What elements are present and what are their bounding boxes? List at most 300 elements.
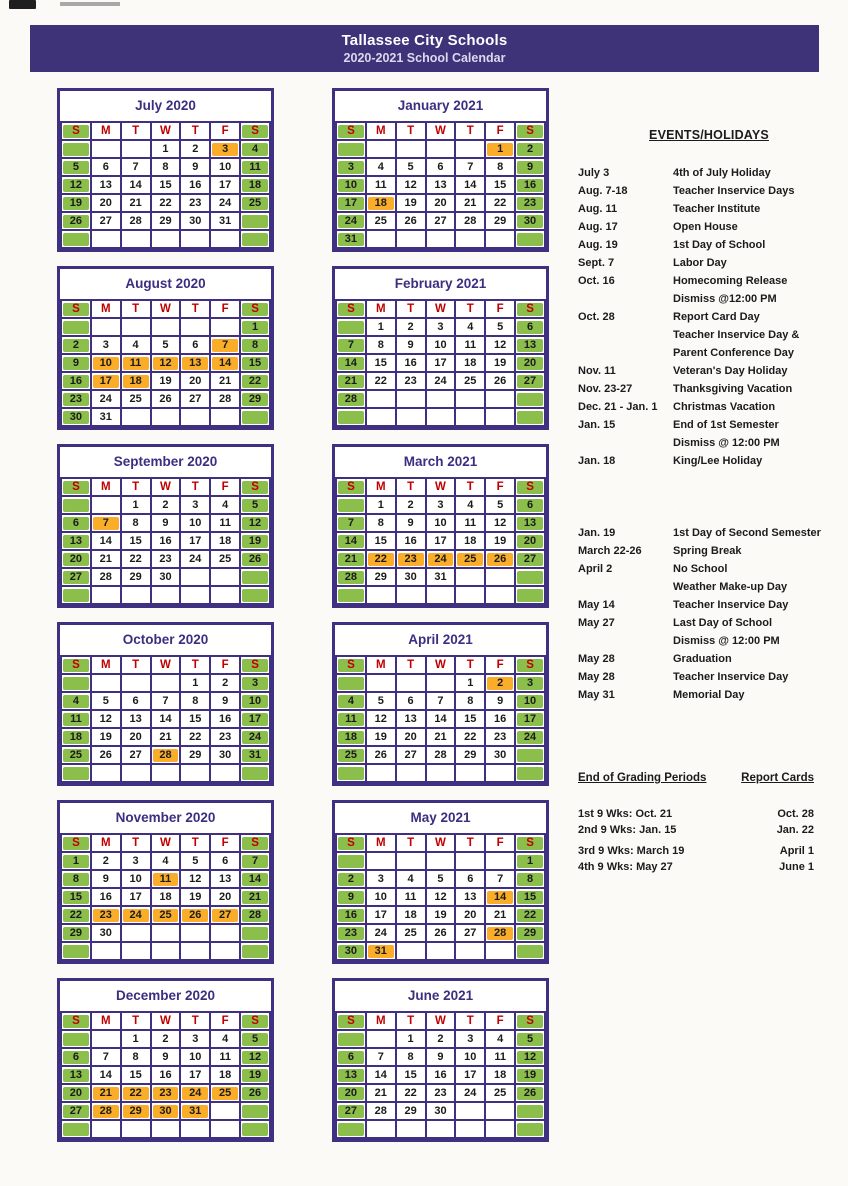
event-description <box>673 182 840 200</box>
day-number: 20 <box>517 535 543 548</box>
empty-fill <box>457 143 483 156</box>
day-number: 21 <box>494 909 507 921</box>
week-row <box>61 408 270 426</box>
event-description <box>673 272 840 308</box>
day-header-label: M <box>100 837 111 849</box>
month-grid <box>335 1011 546 1139</box>
day-cell <box>366 942 396 960</box>
day-number: 25 <box>338 749 364 762</box>
day-cell <box>426 212 456 230</box>
week-row <box>336 176 545 194</box>
day-cell <box>91 870 121 888</box>
day-number: 7 <box>338 517 364 530</box>
week-row <box>336 888 545 906</box>
day-cell <box>151 1048 181 1066</box>
empty-day-cell <box>366 1120 396 1138</box>
day-cell <box>91 354 121 372</box>
day-number: 14 <box>374 1069 387 1081</box>
empty-fill <box>63 767 89 780</box>
day-cell <box>61 906 91 924</box>
grading-row <box>578 859 814 875</box>
event-description <box>673 218 840 236</box>
day-cell <box>151 692 181 710</box>
report-card-date: April 1 <box>779 845 814 857</box>
week-row <box>336 1084 545 1102</box>
day-number: 30 <box>153 1105 179 1118</box>
empty-fill <box>517 749 543 762</box>
empty-fill <box>153 321 179 334</box>
day-number: 8 <box>467 695 474 707</box>
day-number: 3 <box>132 855 139 867</box>
day-cell <box>455 336 485 354</box>
day-number: 12 <box>189 873 202 885</box>
day-number: 6 <box>63 1051 89 1064</box>
day-header-cell <box>210 656 240 674</box>
day-header-label: T <box>466 837 474 849</box>
day-cell <box>151 158 181 176</box>
day-number: 23 <box>153 1087 179 1100</box>
day-cell <box>396 710 426 728</box>
day-cell <box>336 906 366 924</box>
day-cell <box>240 194 270 212</box>
day-number: 26 <box>494 375 507 387</box>
day-number: 13 <box>99 179 112 191</box>
day-header-label: F <box>496 659 504 671</box>
empty-day-cell <box>151 764 181 782</box>
day-cell <box>121 514 151 532</box>
empty-fill <box>368 677 394 690</box>
day-header-cell <box>366 834 396 852</box>
day-number: 9 <box>497 695 504 707</box>
empty-day-cell <box>180 230 210 248</box>
empty-day-cell <box>485 586 515 604</box>
day-cell <box>485 888 515 906</box>
month-title: August 2020 <box>125 276 206 291</box>
day-cell <box>455 870 485 888</box>
empty-fill <box>212 321 238 334</box>
day-cell <box>61 408 91 426</box>
event-description-line: 1st Day of Second Semester <box>673 527 821 539</box>
day-cell <box>180 158 210 176</box>
day-header-label: M <box>100 1015 111 1027</box>
empty-day-cell <box>515 390 545 408</box>
event-description <box>673 596 840 614</box>
day-header-cell <box>366 478 396 496</box>
empty-day-cell <box>426 1120 456 1138</box>
empty-fill <box>368 1033 394 1046</box>
day-number: 24 <box>242 731 268 744</box>
day-number: 30 <box>99 927 112 939</box>
empty-fill <box>487 855 513 868</box>
empty-fill <box>517 571 543 584</box>
empty-day-cell <box>426 764 456 782</box>
day-header-label: S <box>242 1015 268 1028</box>
day-number: 6 <box>338 1051 364 1064</box>
day-cell <box>366 870 396 888</box>
empty-day-cell <box>180 1120 210 1138</box>
day-number: 31 <box>219 215 232 227</box>
empty-fill <box>368 1123 394 1136</box>
day-number: 14 <box>338 535 364 548</box>
day-number: 5 <box>437 873 444 885</box>
day-number: 26 <box>182 909 208 922</box>
event-description-line: Graduation <box>673 653 732 665</box>
day-cell <box>240 532 270 550</box>
day-number: 5 <box>192 855 199 867</box>
empty-fill <box>487 767 513 780</box>
empty-fill <box>428 411 454 424</box>
event-date: Jan. 15 <box>578 419 616 431</box>
day-cell <box>336 888 366 906</box>
day-cell <box>515 692 545 710</box>
day-cell <box>151 194 181 212</box>
empty-day-cell <box>485 390 515 408</box>
day-header-label: S <box>242 481 268 494</box>
day-cell <box>485 194 515 212</box>
day-number: 22 <box>464 731 477 743</box>
empty-fill <box>368 393 394 406</box>
day-cell <box>366 746 396 764</box>
empty-day-cell <box>210 1120 240 1138</box>
day-number: 18 <box>368 197 394 210</box>
day-number: 28 <box>242 909 268 922</box>
week-row <box>61 230 270 248</box>
day-cell <box>396 212 426 230</box>
empty-day-cell <box>515 1102 545 1120</box>
day-number: 8 <box>407 1051 414 1063</box>
day-number: 19 <box>517 1069 543 1082</box>
month-grid <box>335 833 546 961</box>
day-number: 31 <box>338 233 364 246</box>
day-header-cell <box>455 478 485 496</box>
day-cell <box>121 870 151 888</box>
day-header-row <box>61 1012 270 1030</box>
day-header-cell <box>396 122 426 140</box>
empty-fill <box>398 393 424 406</box>
day-cell <box>396 194 426 212</box>
day-number: 2 <box>338 873 364 886</box>
day-number: 23 <box>434 1087 447 1099</box>
empty-fill <box>398 677 424 690</box>
day-cell <box>455 514 485 532</box>
day-cell <box>455 1066 485 1084</box>
day-number: 5 <box>102 695 109 707</box>
day-number: 31 <box>434 571 447 583</box>
empty-fill <box>517 1123 543 1136</box>
empty-day-cell <box>91 942 121 960</box>
event-description <box>673 560 840 596</box>
event-description <box>673 542 840 560</box>
empty-fill <box>368 855 394 868</box>
day-cell <box>240 674 270 692</box>
empty-fill <box>63 321 89 334</box>
day-number: 2 <box>487 677 513 690</box>
day-cell <box>485 514 515 532</box>
events-group-1 <box>578 164 840 470</box>
day-number: 24 <box>374 927 387 939</box>
empty-fill <box>63 1033 89 1046</box>
empty-fill <box>182 1123 208 1136</box>
event-row <box>578 524 840 542</box>
empty-day-cell <box>455 408 485 426</box>
day-number: 23 <box>219 731 232 743</box>
day-cell <box>240 158 270 176</box>
day-number: 6 <box>407 695 414 707</box>
day-cell <box>180 140 210 158</box>
day-header-label: T <box>407 481 415 493</box>
day-header-cell <box>91 834 121 852</box>
day-cell <box>336 532 366 550</box>
day-cell <box>151 870 181 888</box>
day-cell <box>455 888 485 906</box>
day-number: 11 <box>219 1051 231 1063</box>
empty-day-cell <box>180 568 210 586</box>
day-header-label: W <box>160 125 171 137</box>
day-cell <box>455 1084 485 1102</box>
day-number: 3 <box>192 1033 199 1045</box>
event-row <box>578 254 840 272</box>
day-cell <box>366 550 396 568</box>
empty-day-cell <box>121 140 151 158</box>
day-header-label: S <box>338 1015 364 1028</box>
day-header-label: M <box>375 125 386 137</box>
week-row <box>336 586 545 604</box>
day-number: 7 <box>377 1051 384 1063</box>
event-description-line: Veteran's Day Holiday <box>673 365 788 377</box>
day-number: 20 <box>129 731 142 743</box>
day-header-cell <box>91 478 121 496</box>
day-cell <box>240 728 270 746</box>
empty-fill <box>63 677 89 690</box>
day-header-label: M <box>375 659 386 671</box>
day-cell <box>515 1048 545 1066</box>
day-header-cell <box>121 1012 151 1030</box>
day-header-cell <box>455 122 485 140</box>
event-description-line: Teacher Inservice Day & <box>673 329 800 341</box>
day-cell <box>151 1084 181 1102</box>
day-cell <box>485 176 515 194</box>
day-cell <box>91 336 121 354</box>
day-number: 27 <box>63 571 89 584</box>
empty-fill <box>487 411 513 424</box>
empty-fill <box>487 233 513 246</box>
day-cell <box>121 550 151 568</box>
day-cell <box>426 1048 456 1066</box>
day-number: 12 <box>434 891 447 903</box>
event-description <box>673 254 840 272</box>
day-header-label: T <box>132 1015 140 1027</box>
day-cell <box>121 1066 151 1084</box>
day-cell <box>455 354 485 372</box>
day-cell <box>240 514 270 532</box>
day-header-label: S <box>517 837 543 850</box>
day-cell <box>240 354 270 372</box>
day-cell <box>180 336 210 354</box>
day-cell <box>91 532 121 550</box>
day-cell <box>455 1030 485 1048</box>
empty-day-cell <box>426 140 456 158</box>
day-number: 12 <box>494 339 507 351</box>
event-row <box>578 218 840 236</box>
day-number: 1 <box>407 1033 414 1045</box>
empty-fill <box>93 499 119 512</box>
day-cell <box>180 514 210 532</box>
day-cell <box>151 354 181 372</box>
week-row <box>336 942 545 960</box>
event-row <box>578 236 840 254</box>
day-cell <box>455 532 485 550</box>
day-number: 15 <box>374 535 387 547</box>
month-title: September 2020 <box>113 454 218 469</box>
day-cell <box>485 158 515 176</box>
day-number: 2 <box>407 499 414 511</box>
week-row <box>61 1066 270 1084</box>
day-cell <box>180 532 210 550</box>
day-cell <box>396 728 426 746</box>
event-date: Nov. 11 <box>578 365 616 377</box>
event-row <box>578 686 840 704</box>
empty-fill <box>242 927 268 940</box>
event-description-line: 1st Day of School <box>673 239 766 251</box>
day-number: 10 <box>242 695 268 708</box>
week-row <box>336 318 545 336</box>
day-header-label: T <box>466 659 474 671</box>
day-cell <box>91 372 121 390</box>
day-cell <box>485 372 515 390</box>
week-row <box>61 1048 270 1066</box>
day-header-cell <box>240 834 270 852</box>
calendar-march-2021 <box>332 444 549 608</box>
week-row <box>61 1030 270 1048</box>
day-number: 19 <box>404 197 417 209</box>
day-header-label: W <box>160 659 171 671</box>
empty-fill <box>212 927 238 940</box>
day-number: 9 <box>63 357 89 370</box>
day-number: 22 <box>242 375 268 388</box>
day-number: 22 <box>494 197 507 209</box>
day-header-cell <box>336 834 366 852</box>
day-number: 24 <box>517 731 543 744</box>
day-cell <box>121 176 151 194</box>
empty-day-cell <box>240 1102 270 1120</box>
empty-day-cell <box>240 942 270 960</box>
day-number: 15 <box>374 357 387 369</box>
day-cell <box>515 1030 545 1048</box>
day-cell <box>151 746 181 764</box>
day-cell <box>240 1030 270 1048</box>
empty-day-cell <box>426 852 456 870</box>
day-number: 12 <box>63 179 89 192</box>
day-cell <box>396 318 426 336</box>
day-cell <box>515 372 545 390</box>
report-card-date: June 1 <box>779 861 814 873</box>
day-cell <box>121 158 151 176</box>
empty-day-cell <box>336 1120 366 1138</box>
day-cell <box>455 710 485 728</box>
day-cell <box>210 532 240 550</box>
day-header-cell <box>151 656 181 674</box>
empty-day-cell <box>151 674 181 692</box>
empty-day-cell <box>515 408 545 426</box>
day-header-row <box>336 122 545 140</box>
day-number: 1 <box>132 1033 139 1045</box>
empty-fill <box>242 571 268 584</box>
day-number: 4 <box>162 855 169 867</box>
day-header-cell <box>210 1012 240 1030</box>
day-number: 4 <box>467 321 474 333</box>
day-cell <box>240 710 270 728</box>
calendar-april-2021 <box>332 622 549 786</box>
month-title: June 2021 <box>407 988 474 1003</box>
day-header-label: T <box>132 659 140 671</box>
empty-fill <box>242 1123 268 1136</box>
week-row <box>61 568 270 586</box>
day-number: 13 <box>517 339 543 352</box>
day-cell <box>396 906 426 924</box>
empty-day-cell <box>210 408 240 426</box>
empty-day-cell <box>455 390 485 408</box>
empty-fill <box>428 677 454 690</box>
day-number: 5 <box>242 499 268 512</box>
day-header-cell <box>121 834 151 852</box>
day-header-label: T <box>191 837 199 849</box>
day-number: 9 <box>162 517 169 529</box>
empty-fill <box>398 233 424 246</box>
day-cell <box>180 746 210 764</box>
empty-fill <box>457 571 483 584</box>
day-cell <box>336 710 366 728</box>
event-row <box>578 668 840 686</box>
day-cell <box>426 158 456 176</box>
event-date: April 2 <box>578 563 613 575</box>
day-cell <box>61 692 91 710</box>
empty-fill <box>338 1033 364 1046</box>
empty-day-cell <box>426 408 456 426</box>
day-cell <box>240 372 270 390</box>
day-number: 3 <box>338 161 364 174</box>
day-header-cell <box>61 1012 91 1030</box>
day-cell <box>210 496 240 514</box>
day-cell <box>91 906 121 924</box>
day-header-cell <box>366 300 396 318</box>
day-header-cell <box>91 122 121 140</box>
day-number: 9 <box>102 873 109 885</box>
empty-day-cell <box>121 318 151 336</box>
empty-fill <box>63 143 89 156</box>
day-header-cell <box>336 478 366 496</box>
day-cell <box>336 158 366 176</box>
day-header-cell <box>180 1012 210 1030</box>
day-number: 12 <box>99 713 112 725</box>
week-row <box>61 532 270 550</box>
event-description-line: Weather Make-up Day <box>673 581 788 593</box>
day-number: 24 <box>434 375 447 387</box>
empty-day-cell <box>151 924 181 942</box>
day-cell <box>180 212 210 230</box>
event-description-line: Teacher Inservice Day <box>673 671 789 683</box>
banner <box>30 25 819 72</box>
empty-fill <box>457 945 483 958</box>
day-number: 20 <box>338 1087 364 1100</box>
day-cell <box>210 1084 240 1102</box>
day-header-label: M <box>375 481 386 493</box>
event-description <box>673 398 840 416</box>
month-title: March 2021 <box>403 454 478 469</box>
day-cell <box>151 728 181 746</box>
calendar-column-middle <box>332 88 549 1142</box>
empty-day-cell <box>121 924 151 942</box>
day-number: 4 <box>497 1033 504 1045</box>
